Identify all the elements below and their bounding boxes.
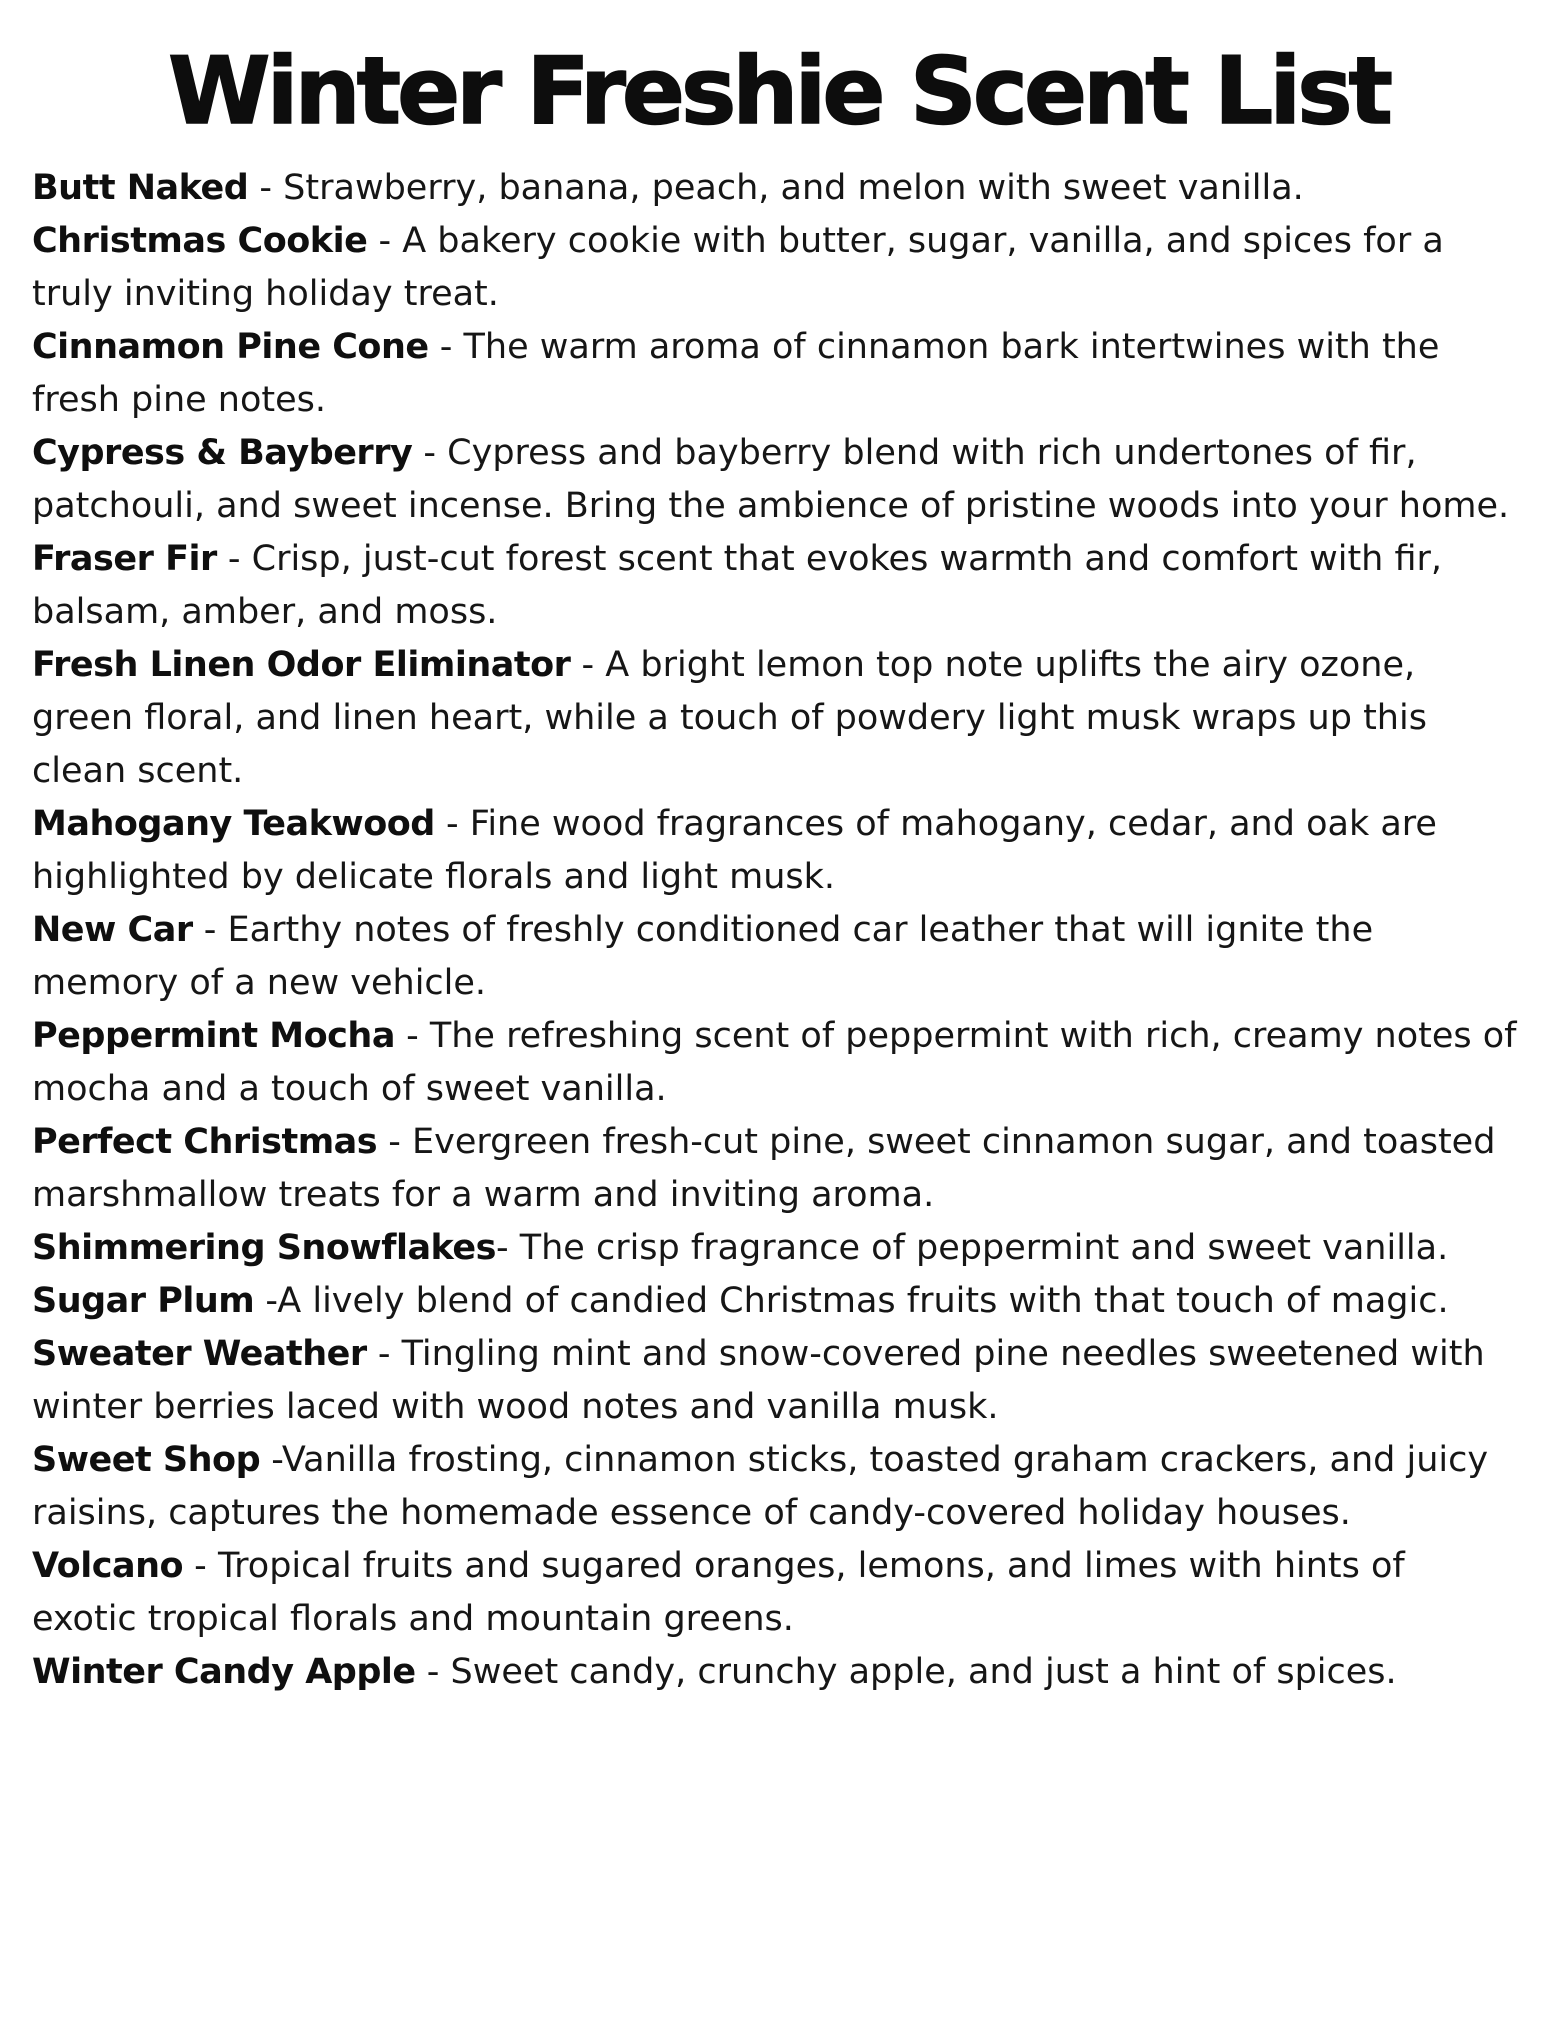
scent-separator: - xyxy=(366,1333,402,1374)
scent-name: Mahogany Teakwood xyxy=(32,803,435,844)
scent-entry xyxy=(32,162,1520,215)
scent-separator: - xyxy=(495,1227,520,1268)
scent-entry xyxy=(32,1434,1520,1540)
scent-description: The crisp fragrance of peppermint and sweet vanilla. xyxy=(519,1227,1449,1268)
scent-entry xyxy=(32,215,1520,321)
scent-name: Volcano xyxy=(32,1545,184,1586)
scent-description: A bright lemon top note uplifts the airy ozone, green floral, and linen heart, while a touch of powdery light musk wraps up this clean scent. xyxy=(32,644,1427,791)
document-page xyxy=(0,36,1545,2036)
scent-description: Sweet candy, crunchy apple, and just a hint of spices. xyxy=(450,1651,1397,1692)
scent-entry xyxy=(32,1010,1520,1116)
scent-entry xyxy=(32,1646,1520,1699)
scent-separator: - xyxy=(377,1121,413,1162)
scent-entry xyxy=(32,1222,1520,1275)
scent-entry xyxy=(32,904,1520,1010)
scent-separator: - xyxy=(367,220,403,261)
page-title: Winter Freshie Scent List xyxy=(167,37,1390,145)
scent-name: Sweater Weather xyxy=(32,1333,367,1374)
scent-separator: - xyxy=(260,1439,282,1480)
scent-separator: - xyxy=(254,1280,278,1321)
scent-name: Cinnamon Pine Cone xyxy=(32,326,429,367)
scent-name: Sweet Shop xyxy=(32,1439,261,1480)
scent-entry xyxy=(32,639,1520,798)
scent-description: Strawberry, banana, peach, and melon with sweet vanilla. xyxy=(283,167,1304,208)
scent-separator: - xyxy=(216,538,252,579)
scent-separator: - xyxy=(248,167,284,208)
scent-name: Perfect Christmas xyxy=(32,1121,378,1162)
scent-name: Sugar Plum xyxy=(32,1280,255,1321)
scent-description: Crisp, just-cut forest scent that evokes warmth and comfort with fir, balsam, amber, and moss. xyxy=(32,538,1443,632)
scent-entry xyxy=(32,1275,1520,1328)
scent-entry xyxy=(32,321,1520,427)
scent-name: Winter Candy Apple xyxy=(32,1651,416,1692)
scent-name: Butt Naked xyxy=(32,167,249,208)
scent-separator: - xyxy=(428,326,464,367)
scent-separator: - xyxy=(412,432,448,473)
scent-description: Tropical fruits and sugared oranges, lemons, and limes with hints of exotic tropical florals and mountain greens. xyxy=(32,1545,1405,1639)
scent-entry xyxy=(32,1116,1520,1222)
scent-separator: - xyxy=(183,1545,218,1586)
scent-name: Fresh Linen Odor Eliminator xyxy=(32,644,571,685)
scent-name: Cypress & Bayberry xyxy=(32,432,413,473)
scent-description: A bakery cookie with butter, sugar, vanilla, and spices for a truly inviting holiday treat. xyxy=(32,220,1444,314)
scent-entry xyxy=(32,1540,1520,1646)
scent-entry xyxy=(32,533,1520,639)
scent-separator: - xyxy=(394,1015,430,1056)
scent-list xyxy=(32,162,1525,1699)
scent-separator: - xyxy=(415,1651,451,1692)
scent-entry xyxy=(32,1328,1520,1434)
scent-description: The warm aroma of cinnamon bark intertwines with the fresh pine notes. xyxy=(32,326,1440,420)
scent-description: Tingling mint and snow-covered pine needles sweetened with winter berries laced with wood notes and vanilla musk. xyxy=(32,1333,1485,1427)
scent-description: Evergreen fresh-cut pine, sweet cinnamon sugar, and toasted marshmallow treats for a warm and inviting aroma. xyxy=(32,1121,1496,1215)
scent-description: Fine wood fragrances of mahogany, cedar, and oak are highlighted by delicate florals and light musk. xyxy=(32,803,1437,897)
scent-name: Fraser Fir xyxy=(32,538,217,579)
scent-entry xyxy=(32,427,1520,533)
scent-description: The refreshing scent of peppermint with rich, creamy notes of mocha and a touch of sweet vanilla. xyxy=(32,1015,1517,1109)
scent-entry xyxy=(32,798,1520,904)
scent-name: Christmas Cookie xyxy=(32,220,368,261)
scent-name: Peppermint Mocha xyxy=(32,1015,395,1056)
scent-description: A lively blend of candied Christmas fruits with that touch of magic. xyxy=(277,1280,1449,1321)
scent-description: Cypress and bayberry blend with rich undertones of fir, patchouli, and sweet incense. Bring the ambience of pristine woods into your home. xyxy=(32,432,1510,526)
scent-description: Vanilla frosting, cinnamon sticks, toasted graham crackers, and juicy raisins, captures the homemade essence of candy-covered holiday houses. xyxy=(32,1439,1489,1533)
scent-description: Earthy notes of freshly conditioned car leather that will ignite the memory of a new vehicle. xyxy=(32,909,1374,1003)
scent-name: New Car xyxy=(32,909,193,950)
scent-separator: - xyxy=(434,803,470,844)
scent-separator: - xyxy=(570,644,606,685)
scent-name: Shimmering Snowflakes xyxy=(32,1227,496,1268)
scent-separator: - xyxy=(192,909,228,950)
